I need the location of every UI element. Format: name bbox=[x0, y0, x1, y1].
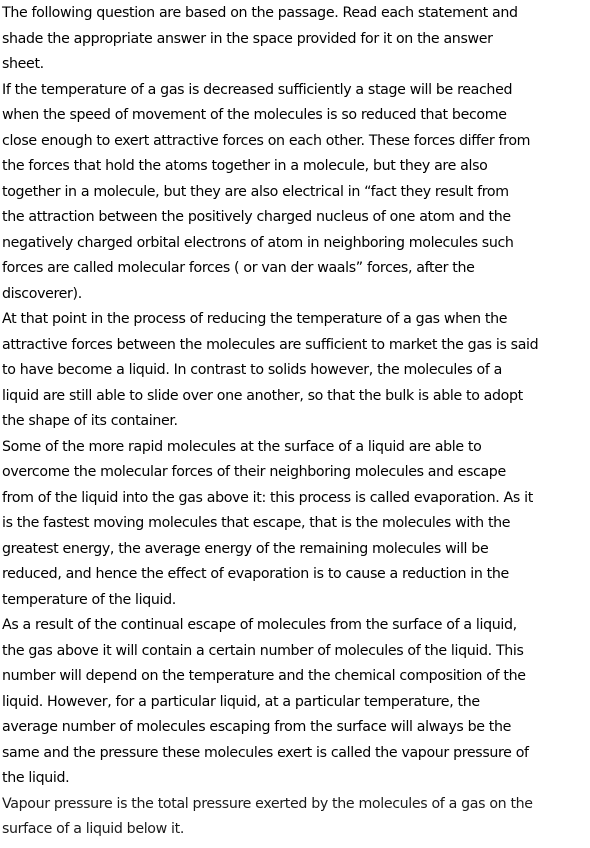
text-line: temperature of the liquid. bbox=[2, 591, 176, 608]
text-line: the gas above it will contain a certain number of molecules of the liquid. This bbox=[2, 642, 524, 659]
text-line: together in a molecule, but they are also electrical in “fact they result from bbox=[2, 183, 509, 200]
text-line: to have become a liquid. In contrast to solids however, the molecules of a bbox=[2, 362, 503, 378]
text-line: the forces that hold the atoms together in a molecule, but they are also bbox=[2, 158, 488, 174]
text-line: from of the liquid into the gas above it: this process is called evaporation. As it bbox=[2, 489, 533, 506]
text-line: At that point in the process of reducing the temperature of a gas when the bbox=[2, 311, 508, 327]
text-line: Some of the more rapid molecules at the surface of a liquid are able to bbox=[2, 438, 482, 455]
text-line: surface of a liquid below it. bbox=[2, 821, 185, 837]
text-line: overcome the molecular forces of their neighboring molecules and escape bbox=[2, 464, 506, 480]
text-line: number will depend on the temperature and the chemical composition of the bbox=[2, 668, 526, 684]
text-line: shade the appropriate answer in the space provided for it on the answer bbox=[2, 30, 493, 47]
text-line: the attraction between the positively charged nucleus of one atom and the bbox=[2, 209, 511, 225]
text-line: average number of molecules escaping from the surface will always be the bbox=[2, 719, 512, 735]
text-line: liquid. However, for a particular liquid, at a particular temperature, the bbox=[2, 693, 480, 710]
text-line: sheet. bbox=[2, 56, 44, 72]
text-line: As a result of the continual escape of molecules from the surface of a liquid, bbox=[2, 617, 517, 633]
text-line: negatively charged orbital electrons of atom in neighboring molecules such bbox=[2, 234, 514, 251]
text-line: close enough to exert attractive forces on each other. These forces differ from bbox=[2, 132, 531, 149]
text-line: liquid are still able to slide over one another, so that the bulk is able to adopt bbox=[2, 387, 523, 404]
text-line: The following question are based on the passage. Read each statement and bbox=[2, 5, 518, 21]
text-line: If the temperature of a gas is decreased sufficiently a stage will be reached bbox=[2, 81, 513, 98]
text-line: discoverer). bbox=[2, 285, 82, 302]
text-line: same and the pressure these molecules exert is called the vapour pressure of bbox=[2, 744, 529, 761]
passage-document bbox=[2, 1, 588, 843]
text-line: the liquid. bbox=[2, 770, 70, 786]
text-line: when the speed of movement of the molecules is so reduced that become bbox=[2, 107, 507, 123]
text-line: the shape of its container. bbox=[2, 413, 178, 429]
text-line: reduced, and hence the effect of evaporation is to cause a reduction in the bbox=[2, 566, 509, 582]
text-line: attractive forces between the molecules are sufficient to market the gas is said bbox=[2, 336, 539, 353]
text-line: forces are called molecular forces ( or van der waals” forces, after the bbox=[2, 260, 475, 276]
text-line: is the fastest moving molecules that escape, that is the molecules with the bbox=[2, 515, 511, 531]
text-line: Vapour pressure is the total pressure exerted by the molecules of a gas on the bbox=[2, 795, 533, 812]
text-line: greatest energy, the average energy of the remaining molecules will be bbox=[2, 540, 489, 557]
